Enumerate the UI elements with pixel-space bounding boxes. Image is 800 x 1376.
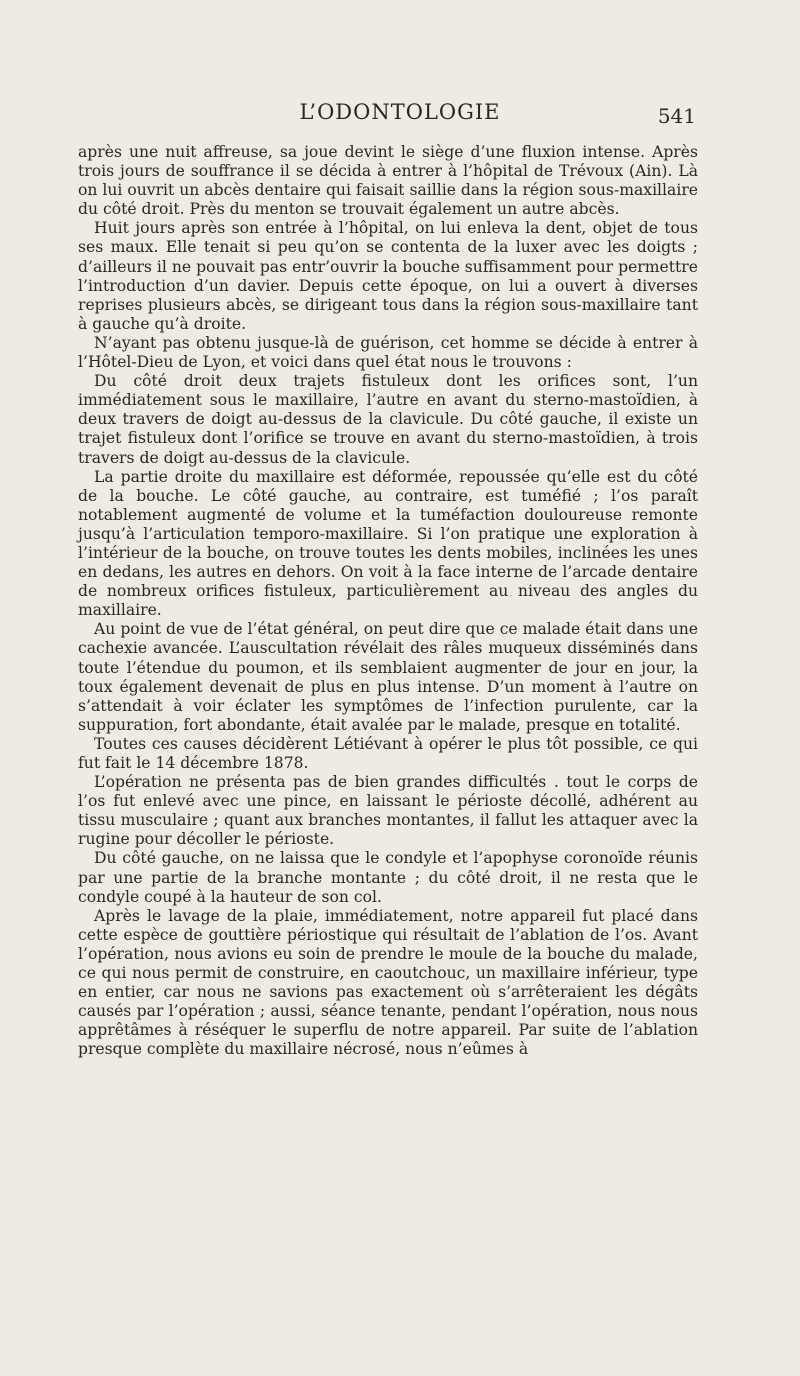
page-number: 541 xyxy=(657,104,696,128)
paragraph: L’opération ne présenta pas de bien grandes difficultés . tout le corps de l’os fut enlevé avec une pince, en laissant le périoste décollé, adhérent au tissu musculaire ; quant aux branches montantes, il fallut les attaquer avec la rugine pour décoller le périoste. xyxy=(78,773,698,849)
paragraph: Du côté droit deux trajets fistuleux dont les orifices sont, l’un immédiatement sous le maxillaire, l’autre en avant du sterno-mastoïdien, à deux travers de doigt au-dessus de la clavicule. Du côté gauche, il existe un trajet fistuleux dont l’orifice se trouve en avant du sterno-mastoïdien, à trois travers de doigt au-dessus de la clavicule. xyxy=(78,372,698,467)
paragraph: Après le lavage de la plaie, immédiatement, notre appareil fut placé dans cette espèce de gouttière périostique qui résultait de l’ablation de l’os. Avant l’opération, nous avions eu soin de prendre le moule de la bouche du malade, ce qui nous permit de construire, en caoutchouc, un maxillaire inférieur, type en entier, car nous ne savions pas exactement où s’arrêteraient les dégâts causés par l’opération ; aussi, séance tenante, pendant l’opération, nous nous apprêtâmes à réséquer le superflu de notre appareil. Par suite de l’ablation presque complète du maxillaire nécrosé, nous n’eûmes à xyxy=(78,906,698,1059)
paragraph: Toutes ces causes décidèrent Létiévant à opérer le plus tôt possible, ce qui fut fait le 14 décembre 1878. xyxy=(78,734,698,772)
body-text xyxy=(78,143,698,1060)
paragraph: Au point de vue de l’état général, on peut dire que ce malade était dans une cachexie avancée. L’auscultation révélait des râles muqueux disséminés dans toute l’étendue du poumon, et ils semblaient augmenter de jour en jour, la toux également devenait de plus en plus intense. D’un moment à l’autre on s’attendait à voir éclater les symptômes de l’infection purulente, car la suppuration, fort abondante, était avalée par le malade, presque en totalité. xyxy=(78,620,698,734)
running-head xyxy=(0,100,800,130)
paragraph: N’ayant pas obtenu jusque-là de guérison, cet homme se décide à entrer à l’Hôtel-Dieu de Lyon, et voici dans quel état nous le trouvons : xyxy=(78,333,698,372)
running-title: L’ODONTOLOGIE xyxy=(299,100,501,124)
paragraph: Du côté gauche, on ne laissa que le condyle et l’apophyse coronoïde réunis par une partie de la branche montante ; du côté droit, il ne resta que le condyle coupé à la hauteur de son col. xyxy=(78,849,698,906)
paragraph: Huit jours après son entrée à l’hôpital, on lui enleva la dent, objet de tous ses maux. Elle tenait si peu qu’on se contenta de la luxer avec les doigts ; d’ailleurs il ne pouvait pas entr’ouvrir la bouche suffisamment pour permettre l’introduction d’un davier. Depuis cette époque, on lui a ouvert à diverses reprises plusieurs abcès, se dirigeant tous dans la région sous-maxillaire tant à gauche qu’à droite. xyxy=(78,219,698,333)
paragraph: après une nuit affreuse, sa joue devint le siège d’une fluxion intense. Après trois jours de souffrance il se décida à entrer à l’hôpital de Trévoux (Ain). Là on lui ouvrit un abcès dentaire qui faisait saillie dans la région sous-maxillaire du côté droit. Près du menton se trouvait également un autre abcès. xyxy=(78,143,698,219)
paragraph: La partie droite du maxillaire est déformée, repoussée qu’elle est du côté de la bouche. Le côté gauche, au contraire, est tuméfié ; l’os paraît notablement augmenté de volume et la tuméfaction douloureuse remonte jusqu’à l’articulation temporo-maxillaire. Si l’on pratique une exploration à l’intérieur de la bouche, on trouve toutes les dents mobiles, inclinées les unes en dedans, les autres en dehors. On voit à la face interne de l’arcade dentaire de nombreux orifices fistuleux, particulièrement au niveau des angles du maxillaire. xyxy=(78,467,698,620)
